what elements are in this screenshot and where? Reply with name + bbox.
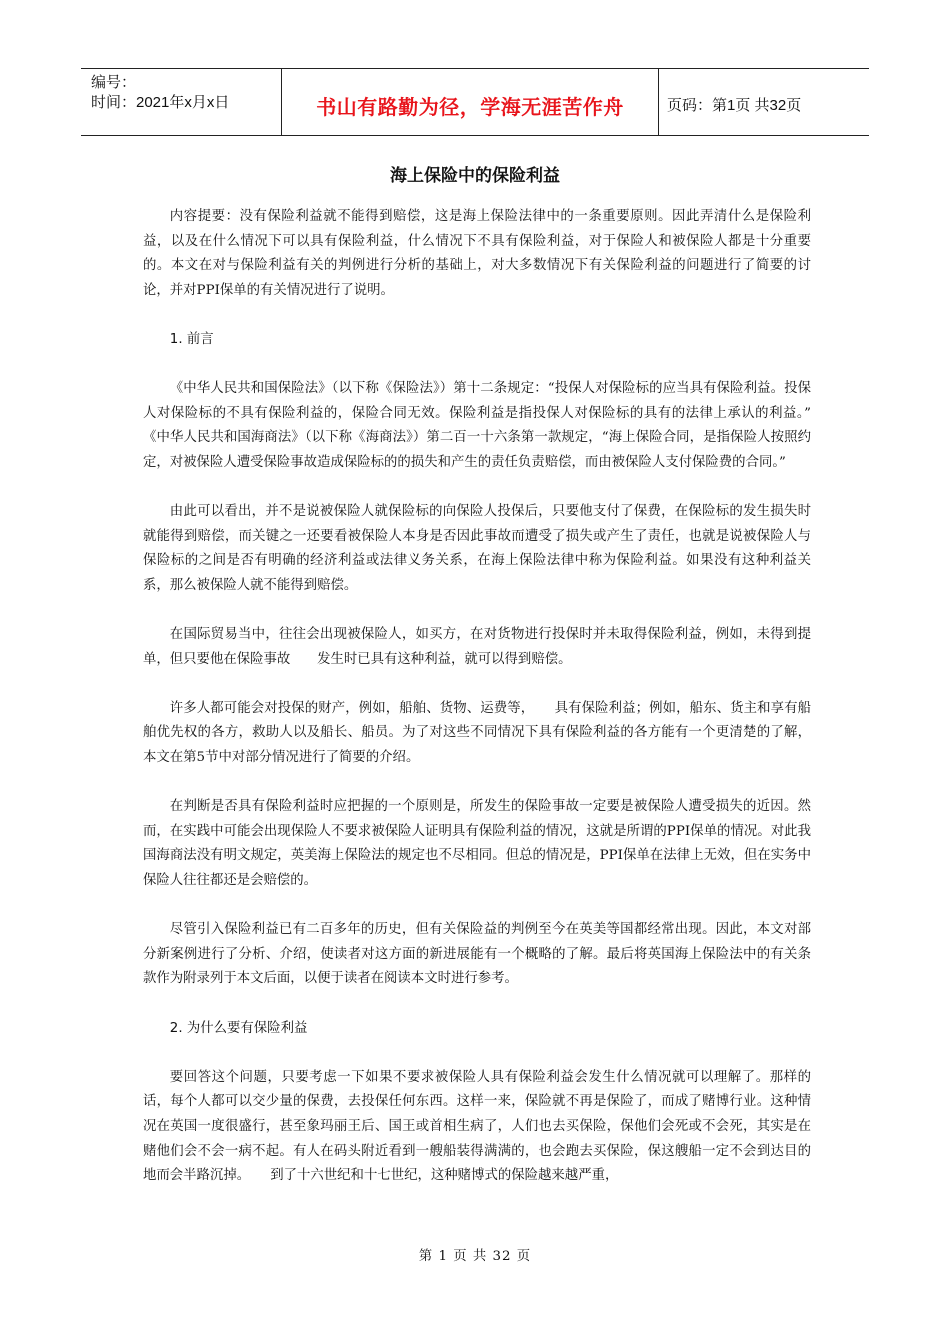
body-paragraph: 许多人都可能会对投保的财产，例如，船舶、货物、运费等， 具有保险利益；例如，船东、货主和享有船舶优先权的各方，救助人以及船长、船员。为了对这些不同情况下具有保险利益的各方能有一个更清楚的了解，本文在第5节中对部分情况进行了简要的介绍。 [143,700,811,766]
body-paragraph: 在国际贸易当中，往往会出现被保险人，如买方，在对货物进行投保时并未取得保险利益，例如，未得到提单，但只要他在保险事故 发生时已具有这种利益，就可以得到赔偿。 [143,627,811,667]
motto-text: 书山有路勤为径，学海无涯苦作舟 [316,94,624,119]
section-heading-preface: 1. 前言 [169,331,214,347]
serial-number-label: 编号： [91,74,137,91]
document-title: 海上保险中的保险利益 [390,166,560,186]
abstract-paragraph: 内容提要：没有保险利益就不能得到赔偿，这是海上保险法律中的一条重要原则。因此弄清什么是保险利益，以及在什么情况下可以具有保险利益，什么情况下不具有保险利益，对于保险人和被保险人都是十分重要的。本文在对与保险利益有关的判例进行分析的基础上，对大多数情况下有关保险利益的问题进行了简要的讨论，并对PPI保单的有关情况进行了说明。 [143,209,811,298]
body-paragraph: 尽管引入保险利益已有二百多年的历史，但有关保险益的判例至今在英美等国都经常出现。因此，本文对部分新案例进行了分析、介绍，使读者对这方面的新进展能有一个概略的了解。最后将英国海上保险法中的有关条款作为附录列于本文后面，以便于读者在阅读本文时进行参考。 [143,922,811,987]
document-body [143,205,838,1213]
date-label: 时间：2021年x月x日 [91,94,230,111]
section-heading-why-interest: 2. 为什么要有保险利益 [169,1020,308,1036]
body-paragraph: 由此可以看出，并不是说被保险人就保险标的向保险人投保后，只要他支付了保费，在保险标的发生损失时就能得到赔偿，而关键之一还要看被保险人本身是否因此事故而遭受了损失或产生了责任，也就是说被保险人与保险标的之间是否有明确的经济利益或法律义务关系，在海上保险法律中称为保险利益。如果没有这种利益关系，那么被保险人就不能得到赔偿。 [143,504,811,593]
header-motto-cell [282,69,659,135]
page-header [81,68,869,136]
page-info-label: 页码：第1页 共32页 [667,96,802,114]
page-footer: 第 1 页 共 32 页 [418,1249,532,1264]
header-page-cell [659,69,869,135]
body-paragraph: 《中华人民共和国保险法》（以下称《保险法》）第十二条规定：“投保人对保险标的应当具有保险利益。投保人对保险标的不具有保险利益的，保险合同无效。保险利益是指投保人对保险标的具有的法律上承认的利益。” 《中华人民共和国海商法》（以下称《海商法》）第二百一十六条第一款规定，“海上保险合同，是指保险人按照约定，对被保险人遭受保险事故造成保险标的的损失和产生的责任负责赔偿，而由被保险人支付保险费的合同。” [143,381,838,470]
header-meta-cell [81,69,282,135]
body-paragraph: 要回答这个问题，只要考虑一下如果不要求被保险人具有保险利益会发生什么情况就可以理解了。那样的话，每个人都可以交少量的保费，去投保任何东西。这样一来，保险就不再是保险了，而成了赌博行业。这种情况在英国一度很盛行，甚至象玛丽王后、国王或首相生病了，人们也去买保险，保他们会死或不会死，其实是在赌他们会不会一病不起。有人在码头附近看到一艘船装得满满的，也会跑去买保险，保这艘船一定不会到达目的地而会半路沉掉。 到了十六世纪和十七世纪，这种赌博式的保险越来越严重， [143,1069,811,1184]
body-paragraph: 在判断是否具有保险利益时应把握的一个原则是，所发生的保险事故一定要是被保险人遭受损失的近因。然而，在实践中可能会出现保险人不要求被保险人证明具有保险利益的情况，这就是所谓的PPI保单的情况。对此我国海商法没有明文规定，英美海上保险法的规定也不尽相同。但总的情况是，PPI保单在法律上无效，但在实务中保险人往往都还是会赔偿的。 [143,799,811,889]
